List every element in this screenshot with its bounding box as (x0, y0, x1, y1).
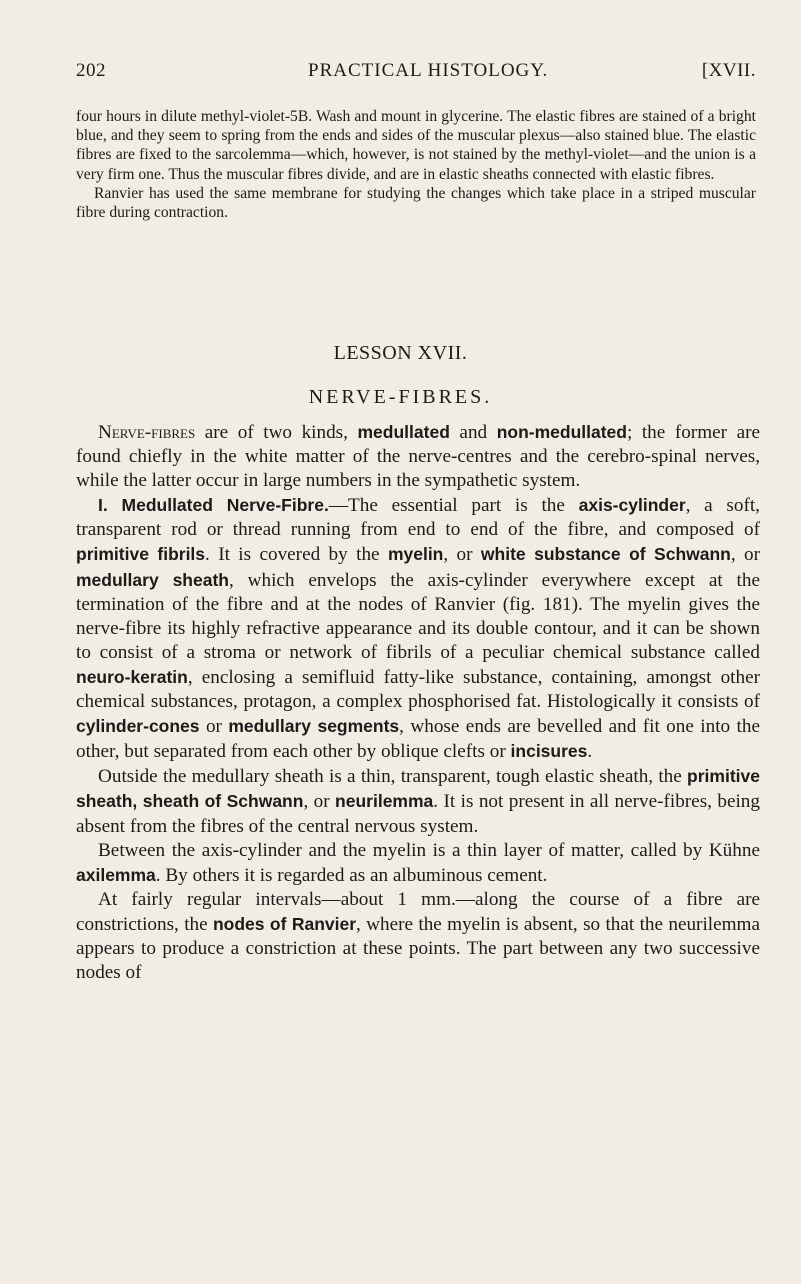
paragraph: Ranvier has used the same membrane for studying the changes which take place in a striped muscular fibre during contraction. (76, 184, 756, 222)
paragraph: I. Medullated Nerve-Fibre.—The essential part is the axis-cylinder, a soft, transparent rod or thread running from end to end of the fibre, and composed of primitive fibrils. It is covered by the myelin, or white substance of Schwann, or medullary sheath, which envelops the axis-cylinder everywhere except at the termination of the fibre and at the nodes of Ranvier (fig. 181). The myelin gives the nerve-fibre its highly refractive appearance and its double contour, and it can be shown to consist of a stroma or network of fibrils of a peculiar chemical substance called neuro-keratin, enclosing a semifluid fatty-like substance, containing, amongst other chemical substances, protagon, a complex phosphorised fat. Histologically it consists of cylinder-cones or medullary segments, whose ends are bevelled and fit one into the other, but separated from each other by oblique clefts or incisures. (76, 495, 761, 763)
paragraph: Outside the medullary sheath is a thin, transparent, tough elastic sheath, the primitive sheath, sheath of Schwann, or neurilemma. It is not present in all nerve-fibres, being absent from the fibres of the central nervous system. (76, 766, 760, 837)
previous-lesson-text (76, 107, 756, 222)
paragraph: Nerve-fibres are of two kinds, medullated and non-medullated; the former are found chiefly in the white matter of the nerve-centres and the cerebro-spinal nerves, while the latter occur in large numbers in the sympathetic system. (76, 422, 760, 492)
lesson-heading: LESSON XVII. (333, 342, 468, 364)
key-term: cylinder-cones (76, 716, 200, 737)
section-heading: I. Medullated Nerve-Fibre. (98, 495, 329, 516)
section-marker: [XVII. (701, 60, 756, 81)
key-term: medullary sheath (76, 569, 229, 590)
lead-term: Nerve-fibres (98, 422, 196, 443)
key-term: nodes of Ranvier (212, 913, 357, 934)
paragraph: Between the axis-cylinder and the myelin is a thin layer of matter, called by Kühne axilemma. By others it is regarded as an albuminous cement. (76, 839, 760, 886)
key-term: primitive fibrils (76, 544, 206, 565)
key-term: incisures (510, 741, 588, 762)
key-term: myelin (387, 544, 444, 565)
key-term: axis-cylinder (578, 495, 686, 516)
key-term: medullary segments (228, 716, 400, 737)
key-term: non-medullated (496, 422, 627, 442)
running-header (76, 60, 756, 88)
paragraph: At fairly regular intervals—about 1 mm.—along the course of a fibre are constrictions, the nodes of Ranvier, where the myelin is absent, so that the neurilemma appears to produce a constriction at these points. The part between any two successive nodes of (76, 888, 760, 984)
key-term: white substance of Schwann (480, 544, 731, 565)
key-term: neurilemma (335, 791, 434, 812)
page-number: 202 (76, 60, 106, 81)
running-title: PRACTICAL HISTOLOGY. (308, 60, 549, 81)
chapter-title: NERVE-FIBRES. (308, 386, 493, 408)
key-term: primitive sheath, sheath of Schwann (76, 766, 760, 812)
main-text (76, 420, 760, 985)
key-term: axilemma (76, 864, 156, 885)
key-term: neuro-keratin (76, 666, 188, 687)
key-term: medullated (357, 422, 450, 442)
paragraph: four hours in dilute methyl-violet-5B. Wash and mount in glycerine. The elastic fibres are stained of a bright blue, and they seem to spring from the ends and sides of the muscular plexus—also stained blue. The elastic fibres are fixed to the sarcolemma—which, however, is not stained by the methyl-violet—and the union is a very firm one. Thus the muscular fibres divide, and are in elastic sheaths connected with elastic fibres. (76, 108, 756, 183)
